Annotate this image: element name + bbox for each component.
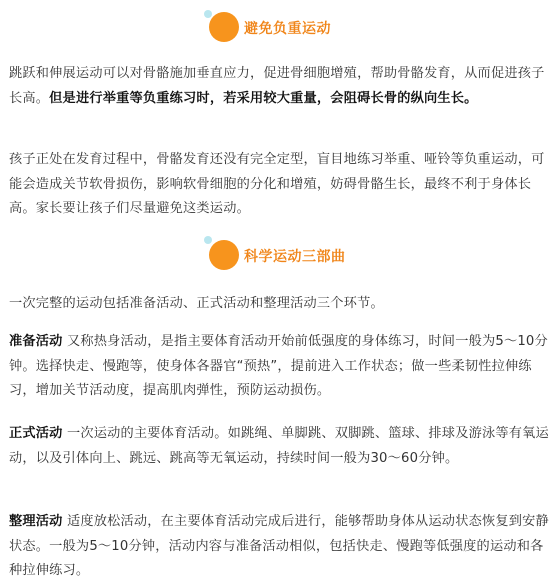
section-header-1 [0,2,554,48]
decorative-dot-icon [204,10,212,18]
section-header-2 [0,232,554,278]
paragraph-text: 跳跃和伸展运动可以对骨骼施加垂直应力，促进骨细胞增殖，帮助骨骼发育，从而促进孩子长高。 [9,66,545,106]
list-item [9,510,549,584]
section-title: 科学运动三部曲 [244,249,346,265]
item-label: 准备活动 [9,334,63,349]
list-item [9,330,549,404]
item-label: 整理活动 [9,514,63,529]
paragraph [9,62,549,111]
item-label: 正式活动 [9,426,63,441]
paragraph: 孩子正处在发育过程中，骨骼发育还没有完全定型，盲目地练习举重、哑铃等负重运动，可能会造成关节软骨损伤，影响软骨细胞的分化和增殖，妨碍骨骼生长，最终不利于身体长高。家长要让孩子们尽量避免这类运动。 [9,152,545,216]
orange-circle-icon [209,240,239,270]
item-text: 适度放松活动，在主要体育活动完成后进行，能够帮助身体从运动状态恢复到安静状态。一般为5～10分钟，活动内容与准备活动相似，包括快走、慢跑等低强度的运动和各种拉伸练习。 [9,514,549,578]
item-text: 一次运动的主要体育活动。如跳绳、单脚跳、双脚跳、篮球、排球及游泳等有氧运动，以及引体向上、跳远、跳高等无氧运动，持续时间一般为30～60分钟。 [9,426,549,466]
paragraph: 一次完整的运动包括准备活动、正式活动和整理活动三个环节。 [9,296,384,311]
item-text: 又称热身活动，是指主要体育活动开始前低强度的身体练习，时间一般为5～10分钟。选择快走、慢跑等，使身体各器官“预热”，提前进入工作状态；做一些柔韧性拉伸练习，增加关节活动度，提高肌肉弹性，预防运动损伤。 [9,334,548,398]
paragraph-emphasis: 但是进行举重等负重练习时，若采用较大重量，会阻碍长骨的纵向生长。 [49,90,478,106]
decorative-dot-icon [204,236,212,244]
section-title: 避免负重运动 [244,21,331,37]
orange-circle-icon [209,12,239,42]
list-item [9,422,549,471]
